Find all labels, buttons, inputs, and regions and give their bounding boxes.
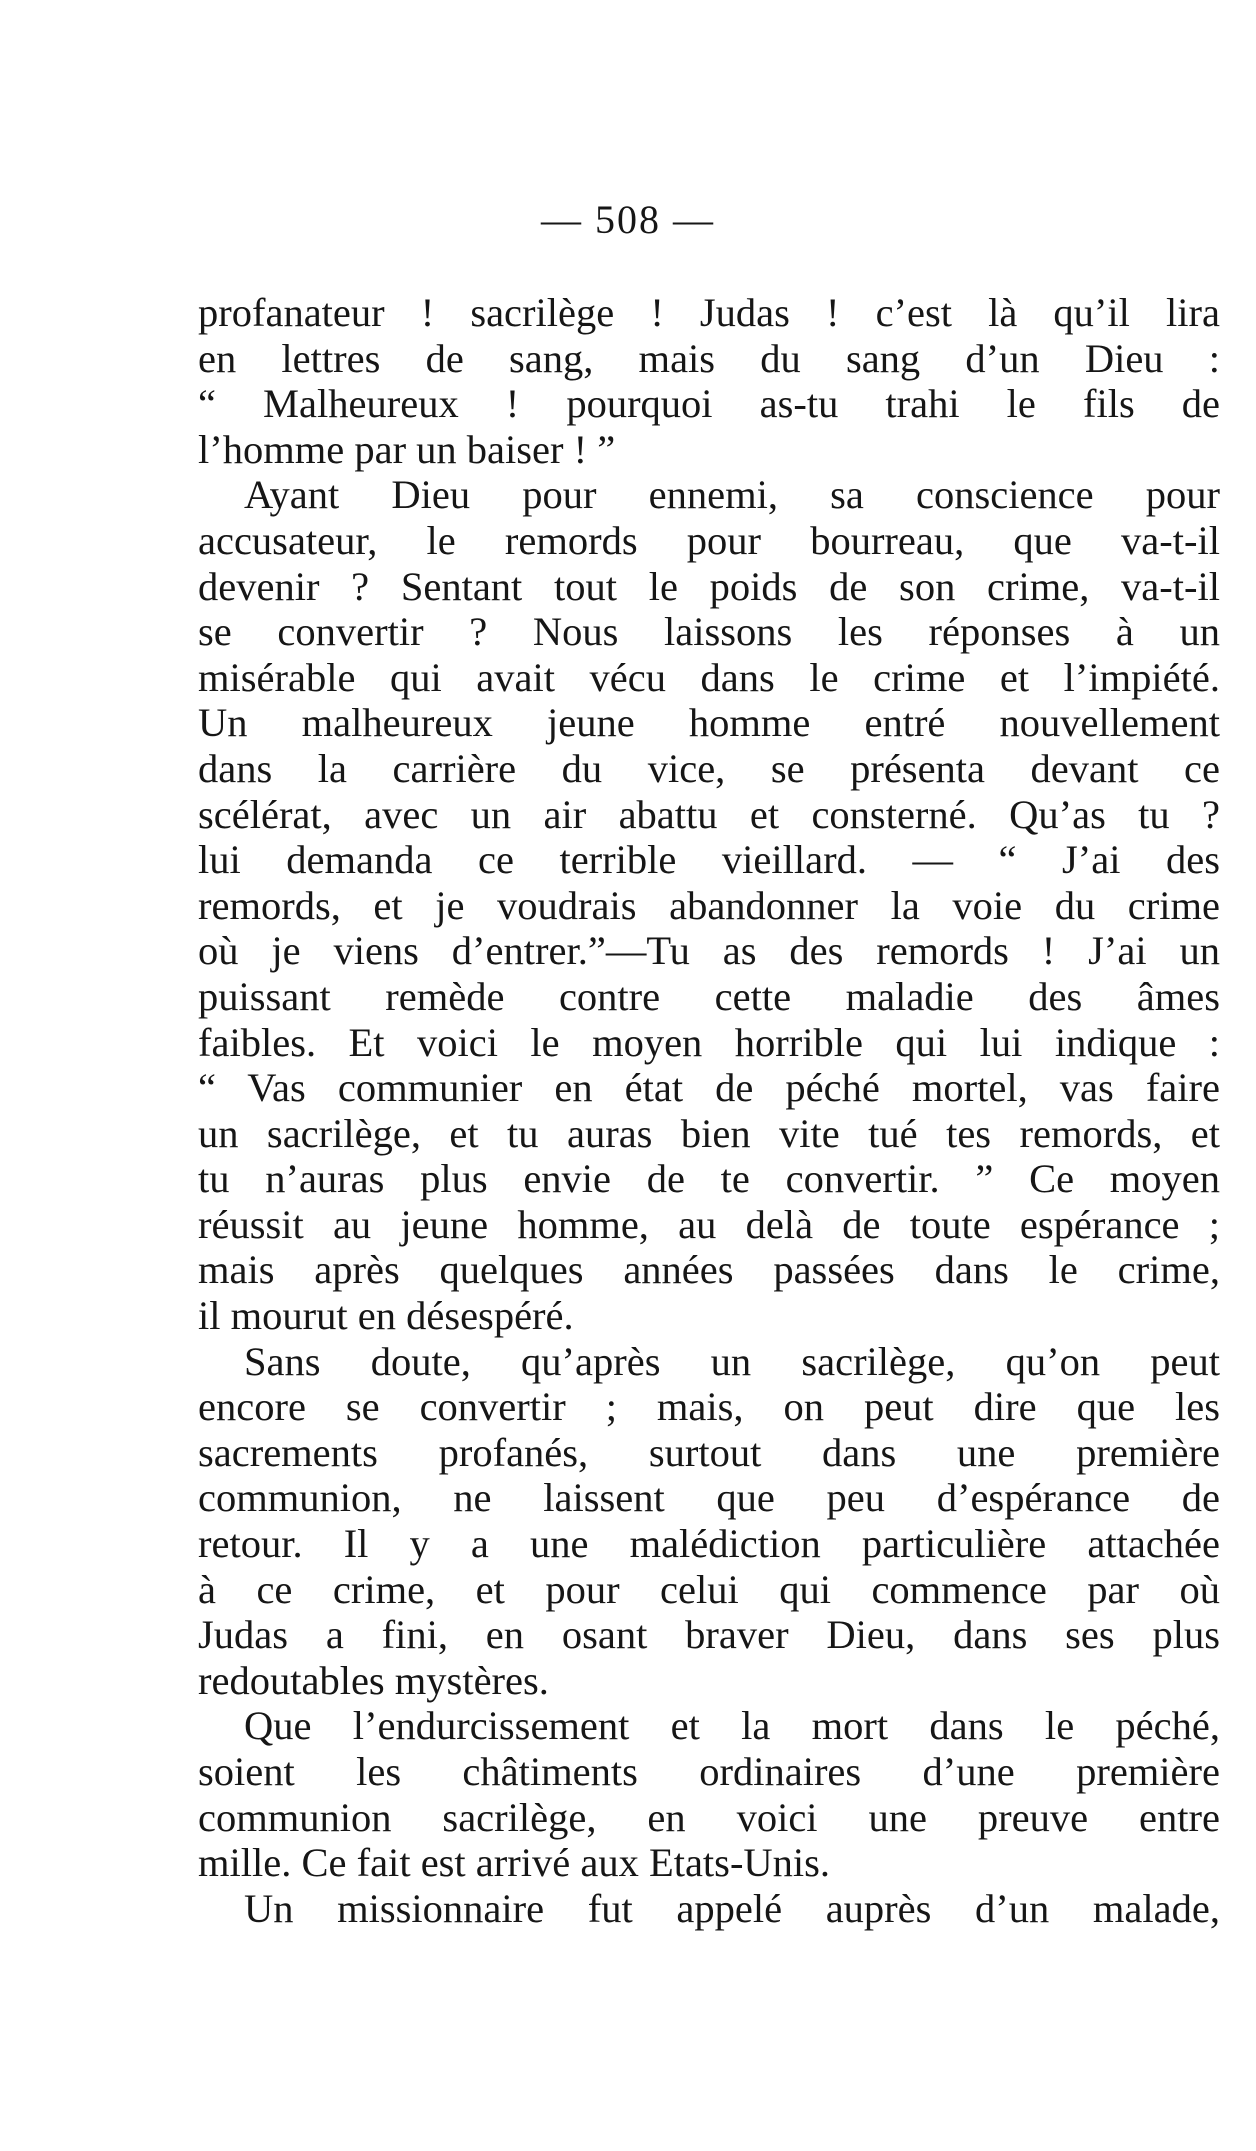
text-line: mais après quelques années passées dans le crime,	[198, 1247, 1220, 1293]
text-line: profanateur ! sacrilège ! Judas ! c’est là qu’il lira	[198, 290, 1220, 335]
text-line: un sacrilège, et tu auras bien vite tué tes remords, et	[198, 1110, 1220, 1156]
text-line: puissant remède contre cette maladie des âmes	[198, 973, 1220, 1019]
text-line: mille. Ce fait est arrivé aux Etats-Unis.	[198, 1840, 831, 1886]
text-line: “ Malheureux ! pourquoi as-tu trahi le fils de	[198, 381, 1220, 427]
text-line: retour. Il y a une malédiction particulière attachée	[198, 1521, 1220, 1567]
text-line: communion sacrilège, en voici une preuve entre	[198, 1794, 1220, 1840]
text-line: scélérat, avec un air abattu et consterné. Qu’as tu ?	[198, 791, 1220, 837]
text-line: à ce crime, et pour celui qui commence par où	[198, 1566, 1220, 1612]
text-line: réussit au jeune homme, au delà de toute espérance ;	[198, 1201, 1220, 1247]
text-line: sacrements profanés, surtout dans une première	[198, 1429, 1220, 1475]
text-line: misérable qui avait vécu dans le crime et l’impiété.	[198, 654, 1220, 700]
text-line: Ayant Dieu pour ennemi, sa conscience pour	[244, 472, 1220, 518]
text-line: “ Vas communier en état de péché mortel, vas faire	[198, 1065, 1220, 1111]
page-number: — 508 —	[541, 197, 715, 242]
text-line: soient les châtiments ordinaires d’une première	[198, 1749, 1220, 1794]
text-line: faibles. Et voici le moyen horrible qui lui indique :	[198, 1019, 1220, 1065]
text-line: communion, ne laissent que peu d’espérance de	[198, 1475, 1220, 1521]
text-line: se convertir ? Nous laissons les réponses à un	[198, 609, 1220, 655]
text-line: l’homme par un baiser ! ”	[198, 426, 616, 472]
text-line: redoutables mystères.	[198, 1657, 549, 1703]
text-line: tu n’auras plus envie de te convertir. ” Ce moyen	[198, 1156, 1220, 1202]
text-line: Un malheureux jeune homme entré nouvellement	[198, 700, 1220, 746]
text-line: encore se convertir ; mais, on peut dire que les	[198, 1384, 1220, 1430]
text-line: devenir ? Sentant tout le poids de son crime, va-t-il	[198, 563, 1220, 609]
text-line: remords, et je voudrais abandonner la voie du crime	[198, 882, 1220, 928]
text-line: Que l’endurcissement et la mort dans le péché,	[244, 1703, 1220, 1749]
text-line: accusateur, le remords pour bourreau, que va-t-il	[198, 517, 1220, 563]
text-line: Sans doute, qu’après un sacrilège, qu’on peut	[244, 1338, 1220, 1384]
body-text	[198, 290, 1220, 1931]
text-line: lui demanda ce terrible vieillard. — “ J’ai des	[198, 837, 1220, 883]
text-line: où je viens d’entrer.”—Tu as des remords ! J’ai un	[198, 928, 1220, 974]
text-line: en lettres de sang, mais du sang d’un Dieu :	[198, 335, 1220, 381]
text-line: dans la carrière du vice, se présenta devant ce	[198, 745, 1220, 791]
text-line: il mourut en désespéré.	[198, 1293, 574, 1339]
text-line: Un missionnaire fut appelé auprès d’un malade,	[244, 1885, 1220, 1931]
text-line: Judas a fini, en osant braver Dieu, dans ses plus	[198, 1612, 1220, 1658]
